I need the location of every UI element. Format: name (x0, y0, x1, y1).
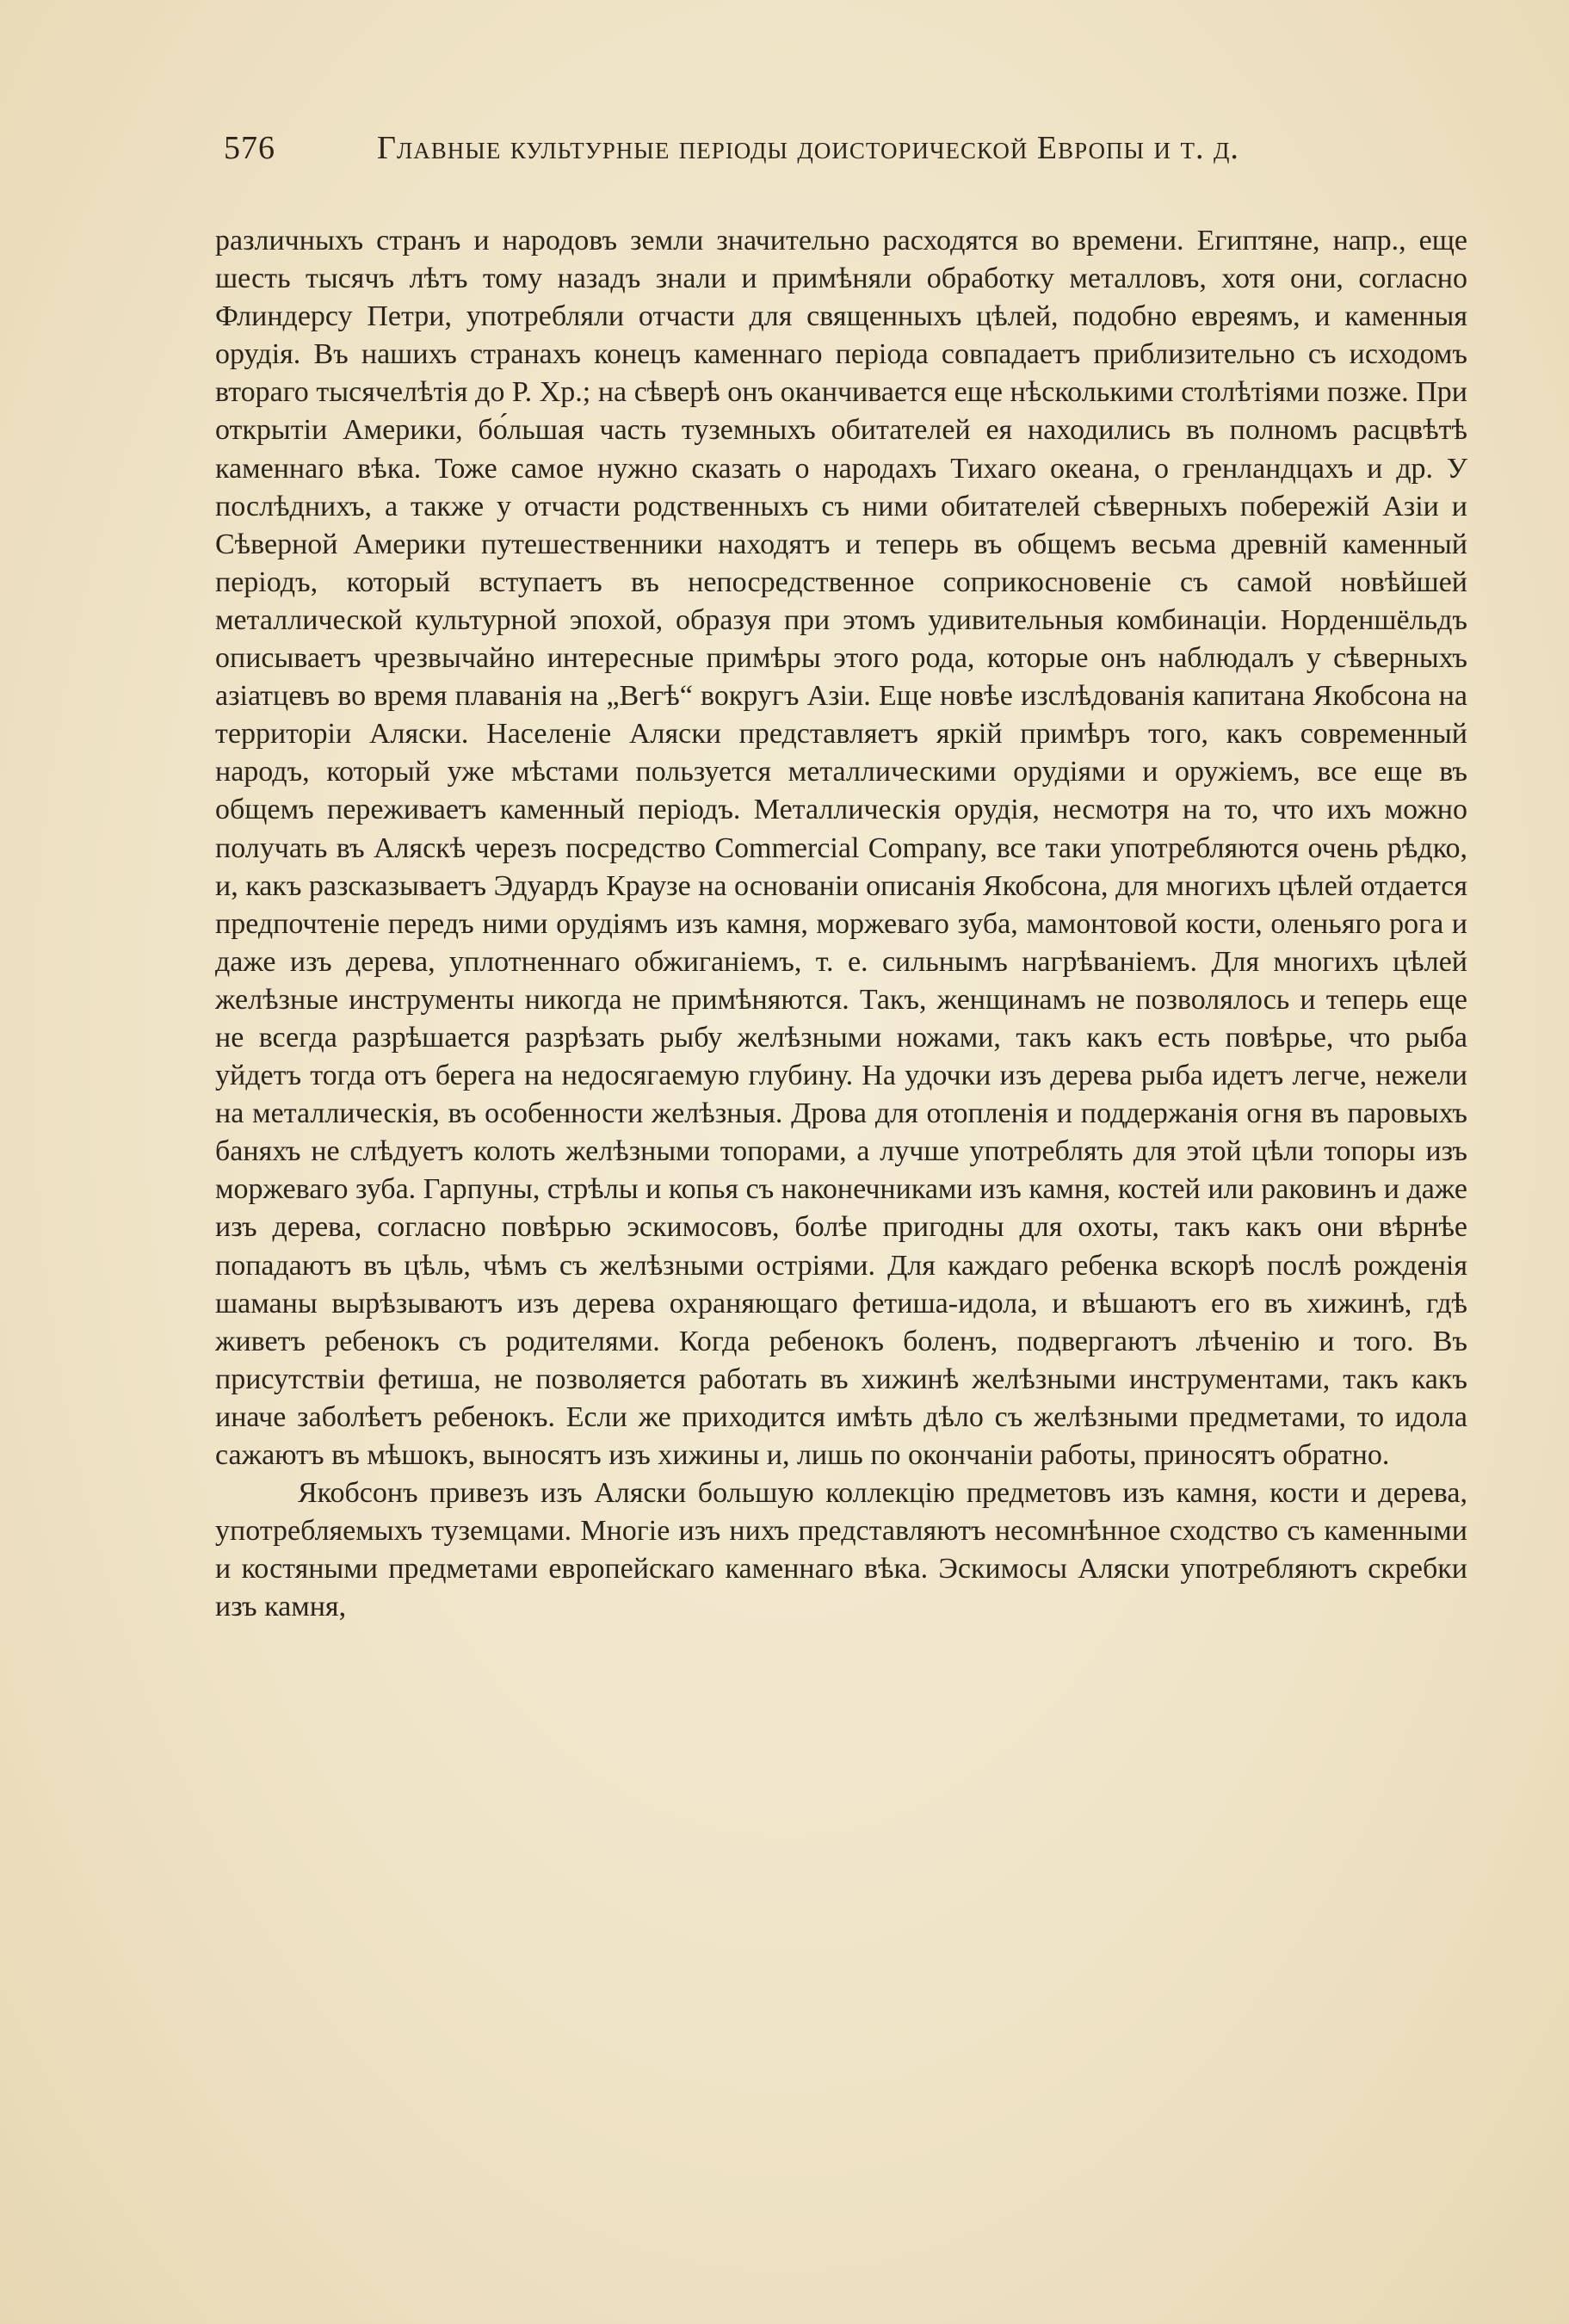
body-text (215, 222, 1467, 1626)
running-title: Главные культурные періоды доисторической Европы и т. д. (377, 130, 1239, 166)
page-header (224, 129, 1360, 181)
paragraph-1: различныхъ странъ и народовъ земли значительно расходятся во времени. Египтяне, напр., еще шесть тысячъ лѣтъ тому назадъ знали и примѣняли обработку металловъ, хотя они, согласно Флиндерсу Петри, употребляли отчасти для священныхъ цѣлей, подобно евреямъ, и каменныя орудія. Въ нашихъ странахъ конецъ каменнаго періода совпадаетъ приблизительно съ исходомъ втораго тысячелѣтія до Р. Хр.; на сѣверѣ онъ оканчивается еще нѣсколькими столѣтіями позже. При открытіи Америки, бо́льшая часть туземныхъ обитателей ея находились въ полномъ расцвѣтѣ каменнаго вѣка. Тоже самое нужно сказать о народахъ Тихаго океана, о гренландцахъ и др. У послѣднихъ, а также у отчасти родственныхъ съ ними обитателей сѣверныхъ побережій Азіи и Сѣверной Америки путешественники находятъ и теперь въ общемъ весьма древній каменный періодъ, который вступаетъ въ непосредственное соприкосновеніе съ самой новѣйшей металлической культурной эпохой, образуя при этомъ удивительныя комбинаціи. Норденшёльдъ описываетъ чрезвычайно интересные примѣры этого рода, которые онъ наблюдалъ у сѣверныхъ азіатцевъ во время плаванія на „Вегѣ“ вокругъ Азіи. Еще новѣе изслѣдованія капитана Якобсона на территоріи Аляски. Населеніе Аляски представляетъ яркій примѣръ того, какъ современный народъ, который уже мѣстами пользуется металлическими орудіями и оружіемъ, все еще въ общемъ переживаетъ каменный періодъ. Металлическія орудія, несмотря на то, что ихъ можно получать въ Аляскѣ черезъ посредство Commercial Company, все таки употребляются очень рѣдко, и, какъ разсказываетъ Эдуардъ Краузе на основаніи описанія Якобсона, для многихъ цѣлей отдается предпочтеніе передъ ними орудіямъ изъ камня, моржеваго зуба, мамонтовой кости, оленьяго рога и даже изъ дерева, уплотненнаго обжиганіемъ, т. е. сильнымъ нагрѣваніемъ. Для многихъ цѣлей желѣзные инструменты никогда не примѣняются. Такъ, женщинамъ не позволялось и теперь еще не всегда разрѣшается разрѣзать рыбу желѣзными ножами, такъ какъ есть повѣрье, что рыба уйдетъ тогда отъ берега на недосягаемую глубину. На удочки изъ дерева рыба идетъ легче, нежели на металлическія, въ особенности желѣзныя. Дрова для отопленія и поддержанія огня въ паровыхъ баняхъ не слѣдуетъ колоть желѣзными топорами, а лучше употреблять для этой цѣли топоры изъ моржеваго зуба. Гарпуны, стрѣлы и копья съ наконечниками изъ камня, костей или раковинъ и даже изъ дерева, согласно повѣрью эскимосовъ, болѣе пригодны для охоты, такъ какъ они вѣрнѣе попадаютъ въ цѣль, чѣмъ съ желѣзными остріями. Для каждаго ребенка вскорѣ послѣ рожденія шаманы вырѣзываютъ изъ дерева охраняющаго фетиша-идола, и вѣшаютъ его въ хижинѣ, гдѣ живетъ ребенокъ съ родителями. Когда ребенокъ боленъ, подвергаютъ лѣченію и того. Въ присутствіи фетиша, не позволяется работать въ хижинѣ желѣзными инструментами, такъ какъ иначе заболѣетъ ребенокъ. Если же приходится имѣть дѣло съ желѣзными предметами, то идола сажаютъ въ мѣшокъ, выносятъ изъ хижины и, лишь по окончаніи работы, приносятъ обратно. (215, 225, 1467, 1471)
paragraph-2: Якобсонъ привезъ изъ Аляски большую коллекцію предметовъ изъ камня, кости и дерева, употребляемыхъ туземцами. Многіе изъ нихъ представляютъ несомнѣнное сходство съ каменными и костяными предметами европейскаго каменнаго вѣка. Эскимосы Аляски употребляютъ скребки изъ камня, (215, 1477, 1467, 1623)
page-number: 576 (224, 130, 275, 166)
